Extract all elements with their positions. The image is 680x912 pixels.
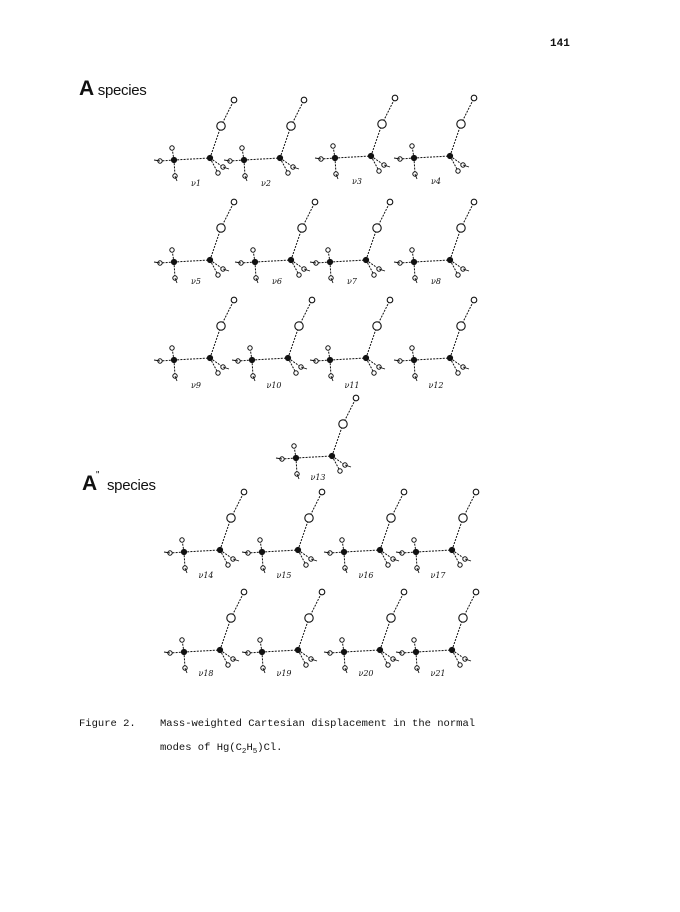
mode-label: ν19 — [276, 669, 292, 678]
mode-label: ν21 — [430, 669, 446, 678]
mode-8-molecule — [394, 199, 477, 283]
page-number: 141 — [550, 38, 570, 50]
caption-text-mid: H — [246, 742, 253, 754]
mode-label: ν20 — [358, 669, 374, 678]
mode-label: ν2 — [261, 179, 271, 188]
mode-17-molecule — [396, 489, 479, 573]
mode-9-molecule — [154, 297, 237, 381]
mode-label: ν3 — [352, 177, 362, 186]
mode-label: ν15 — [276, 571, 292, 580]
mode-label: ν18 — [198, 669, 214, 678]
mode-label: ν17 — [430, 571, 446, 580]
mode-label: ν4 — [431, 177, 441, 186]
mode-label: ν10 — [266, 381, 282, 390]
mode-7-molecule — [310, 199, 393, 283]
mode-18-molecule — [164, 589, 247, 673]
mode-label: ν7 — [347, 277, 357, 286]
mode-label: ν13 — [310, 473, 326, 482]
caption-sub-2: 5 — [252, 748, 258, 757]
mode-label: ν1 — [191, 179, 201, 188]
mode-21-molecule — [396, 589, 479, 673]
mode-19-molecule — [242, 589, 325, 673]
mode-4-molecule — [394, 95, 477, 179]
mode-label: ν14 — [198, 571, 214, 580]
mode-12-molecule — [394, 297, 477, 381]
caption-text-post: )Cl. — [257, 742, 283, 754]
mode-label: ν12 — [428, 381, 444, 390]
mode-label: ν8 — [431, 277, 441, 286]
a2-species-letter: A — [82, 472, 97, 495]
figure-caption-label: Figure 2. — [79, 718, 136, 730]
mode-3-molecule — [315, 95, 398, 179]
mode-11-molecule — [310, 297, 393, 381]
mode-14-molecule — [164, 489, 247, 573]
mode-1-molecule — [154, 97, 237, 181]
a-species-label: species — [97, 82, 147, 99]
mode-2-molecule — [224, 97, 307, 181]
mode-16-molecule — [324, 489, 407, 573]
a2-species-label: species — [106, 477, 156, 494]
mode-13-molecule — [276, 395, 359, 479]
mode-15-molecule — [242, 489, 325, 573]
mode-label: ν6 — [272, 277, 282, 286]
mode-label: ν9 — [191, 381, 201, 390]
figure-caption-line1: Mass-weighted Cartesian displacement in the normal — [160, 718, 476, 730]
caption-sub-1: 2 — [241, 748, 247, 757]
a2-species-mark: '' — [95, 470, 100, 481]
mode-label: ν5 — [191, 277, 201, 286]
figure-caption-line2 — [160, 742, 282, 756]
mode-6-molecule — [235, 199, 318, 283]
mode-10-molecule — [232, 297, 315, 381]
mode-label: ν16 — [358, 571, 374, 580]
mode-label: ν11 — [344, 381, 360, 390]
a-species-letter: A — [79, 77, 94, 100]
caption-text-pre: modes of Hg(C — [160, 742, 242, 754]
mode-5-molecule — [154, 199, 237, 283]
mode-20-molecule — [324, 589, 407, 673]
